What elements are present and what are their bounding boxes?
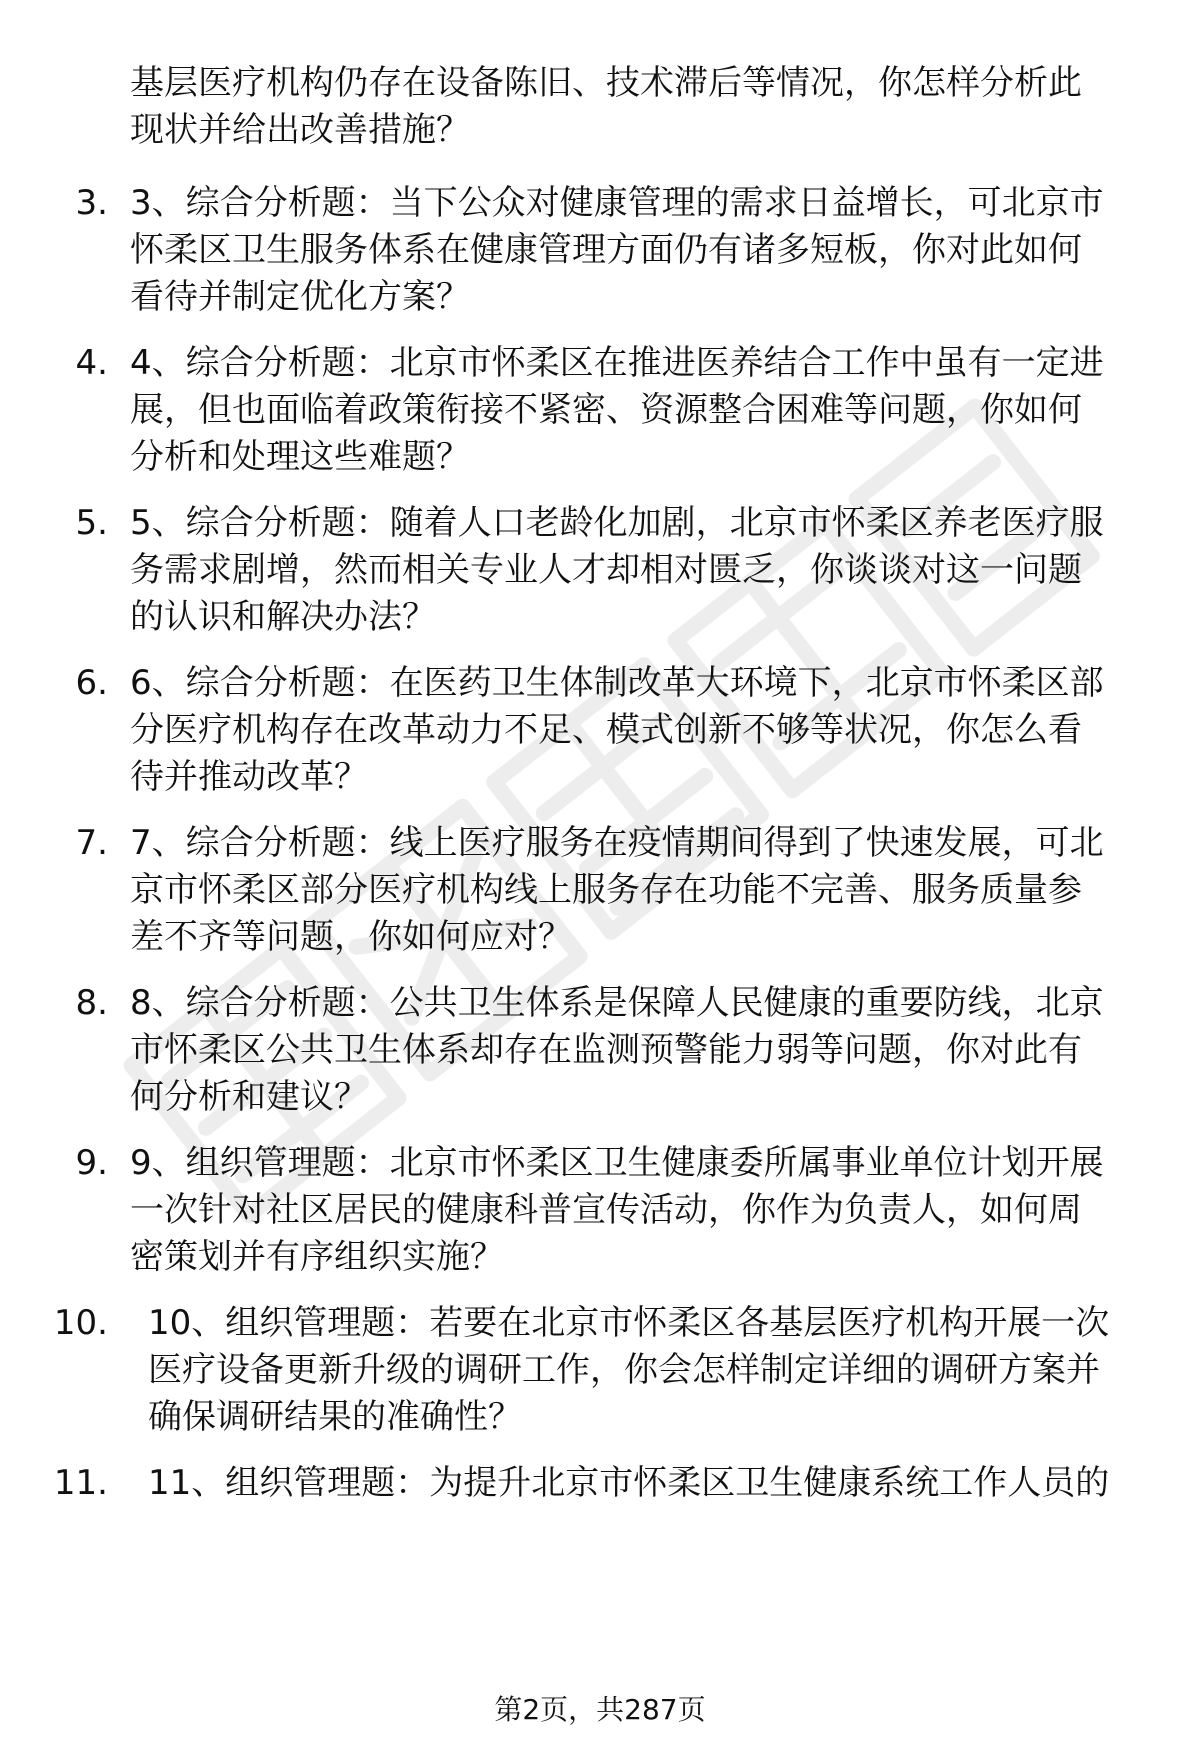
list-item-text: 5、综合分析题：随着人口老龄化加剧，北京市怀柔区养老医疗服 务需求剧增，然而相关专业人才却相对匮乏，你谈谈对这一问题 的认识和解决办法？ [130,503,1104,637]
continued-question-text: 基层医疗机构仍存在设备陈旧、技术滞后等情况，你怎样分析此 现状并给出改善措施？ [130,63,1082,150]
list-item-number: 7. [75,823,108,863]
list-item-number: 5. [75,503,108,543]
list-item-text: 4、综合分析题：北京市怀柔区在推进医养结合工作中虽有一定进 展，但也面临着政策衔接不紧密、资源整合困难等问题，你如何 分析和处理这些难题？ [130,343,1104,477]
page-footer: 第2页，共287页 [494,1693,706,1726]
list-item-number: 11. [53,1463,108,1503]
list-item-text: 10、组织管理题：若要在北京市怀柔区各基层医疗机构开展一次 医疗设备更新升级的调研工作，你会怎样制定详细的调研方案并 确保调研结果的准确性？ [148,1303,1110,1437]
list-item-text: 9、组织管理题：北京市怀柔区卫生健康委所属事业单位计划开展 一次针对社区居民的健康科普宣传活动，你作为负责人，如何周 密策划并有序组织实施？ [130,1143,1104,1277]
list-item-number: 8. [75,983,108,1023]
list-item-number: 9. [75,1143,108,1183]
list-item-number: 4. [75,343,108,383]
list-item-number: 10. [53,1303,108,1343]
list-item-text: 8、综合分析题：公共卫生体系是保障人民健康的重要防线，北京 市怀柔区公共卫生体系却存在监测预警能力弱等问题，你对此有 何分析和建议？ [130,983,1104,1117]
list-item-text: 6、综合分析题：在医药卫生体制改革大环境下，北京市怀柔区部 分医疗机构存在改革动力不足、模式创新不够等状况，你怎么看 待并推动改革？ [130,663,1104,797]
list-item-text: 3、综合分析题：当下公众对健康管理的需求日益增长，可北京市 怀柔区卫生服务体系在健康管理方面仍有诸多短板，你对此如何 看待并制定优化方案？ [130,183,1104,317]
list-item-number: 6. [75,663,108,703]
list-item-text: 7、综合分析题：线上医疗服务在疫情期间得到了快速发展，可北 京市怀柔区部分医疗机构线上服务存在功能不完善、服务质量参 差不齐等问题，你如何应对？ [130,823,1104,957]
list-item-text: 11、组织管理题：为提升北京市怀柔区卫生健康系统工作人员的 [148,1463,1110,1503]
list-item-number: 3. [75,183,108,223]
